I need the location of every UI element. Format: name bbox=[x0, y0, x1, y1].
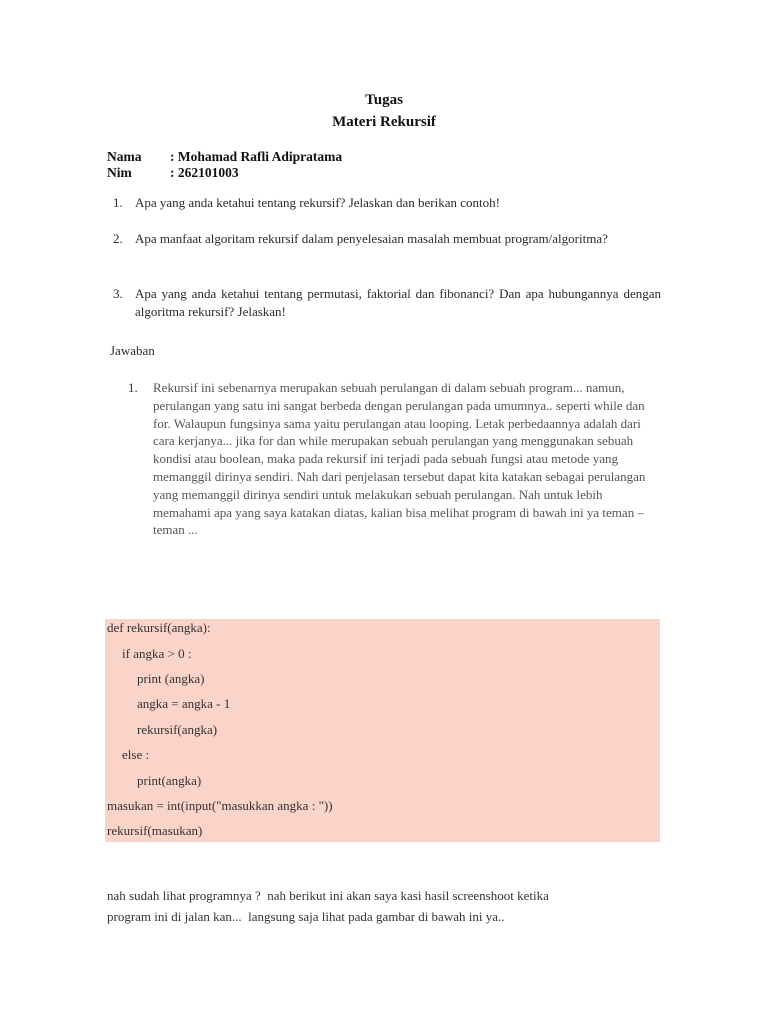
nim-value: : 262101003 bbox=[170, 165, 239, 180]
question-number: 1. bbox=[113, 195, 123, 210]
question-text: Apa yang anda ketahui tentang permutasi, faktorial dan fibonanci? Dan apa hubungannya dengan algoritma rekursif? Jelaskan! bbox=[135, 286, 661, 319]
name-label: Nama bbox=[107, 149, 142, 164]
question-text: Apa yang anda ketahui tentang rekursif? Jelaskan dan berikan contoh! bbox=[135, 195, 500, 210]
code-line: rekursif(masukan) bbox=[107, 823, 203, 838]
name-row bbox=[107, 149, 342, 165]
code-line: else : bbox=[122, 747, 150, 762]
code-block bbox=[105, 619, 660, 842]
code-line: print(angka) bbox=[137, 773, 202, 788]
question-item bbox=[113, 230, 661, 248]
nim-label: Nim bbox=[107, 165, 132, 180]
document-title: Tugas bbox=[365, 92, 403, 108]
answer-text: Rekursif ini sebenarnya merupakan sebuah perulangan di dalam sebuah program... namun, perulangan yang satu ini sangat berbeda dengan perulangan pada umumnya.. seperti while dan for. Walaupun fungsinya sama yaitu perulangan atau looping. Letak perbedaannya adalah dari cara kerjanya... jika for dan while merupakan sebuah perulangan yang menggunakan sebuah kondisi atau boolean, maka pada rekursif ini terjadi pada sebuah fungsi atau metode yang memanggil dirinya sendiri. Nah dari penjelasan tersebut dapat kita katakan sebagai perulangan yang memanggil dirinya sendiri untuk melakukan sebuah perulangan. Nah untuk lebih memahami apa yang saya katakan diatas, kalian bisa melihat program di bawah ini ya teman – teman ... bbox=[153, 380, 646, 538]
question-item bbox=[113, 285, 661, 321]
nim-row bbox=[107, 165, 239, 181]
answers-heading: Jawaban bbox=[110, 343, 155, 358]
answer-number: 1. bbox=[128, 380, 138, 395]
code-line: angka = angka - 1 bbox=[137, 696, 231, 711]
document-subtitle: Materi Rekursif bbox=[332, 114, 436, 130]
question-number: 3. bbox=[113, 286, 123, 301]
closing-line: program ini di jalan kan... langsung saja lihat pada gambar di bawah ini ya.. bbox=[107, 909, 505, 924]
code-line: masukan = int(input("masukkan angka : ")) bbox=[107, 798, 333, 813]
question-text: Apa manfaat algoritam rekursif dalam penyelesaian masalah membuat program/algoritma? bbox=[135, 231, 608, 246]
question-item bbox=[113, 194, 661, 212]
question-number: 2. bbox=[113, 231, 123, 246]
code-line: rekursif(angka) bbox=[137, 722, 218, 737]
answer-item bbox=[128, 379, 668, 539]
code-line: if angka > 0 : bbox=[122, 646, 192, 661]
code-line: print (angka) bbox=[137, 671, 205, 686]
name-value: : Mohamad Rafli Adipratama bbox=[170, 149, 343, 164]
closing-paragraph bbox=[107, 885, 667, 927]
code-line: def rekursif(angka): bbox=[107, 620, 211, 635]
closing-line: nah sudah lihat programnya ? nah berikut ini akan saya kasi hasil screenshoot ketika bbox=[107, 888, 549, 903]
